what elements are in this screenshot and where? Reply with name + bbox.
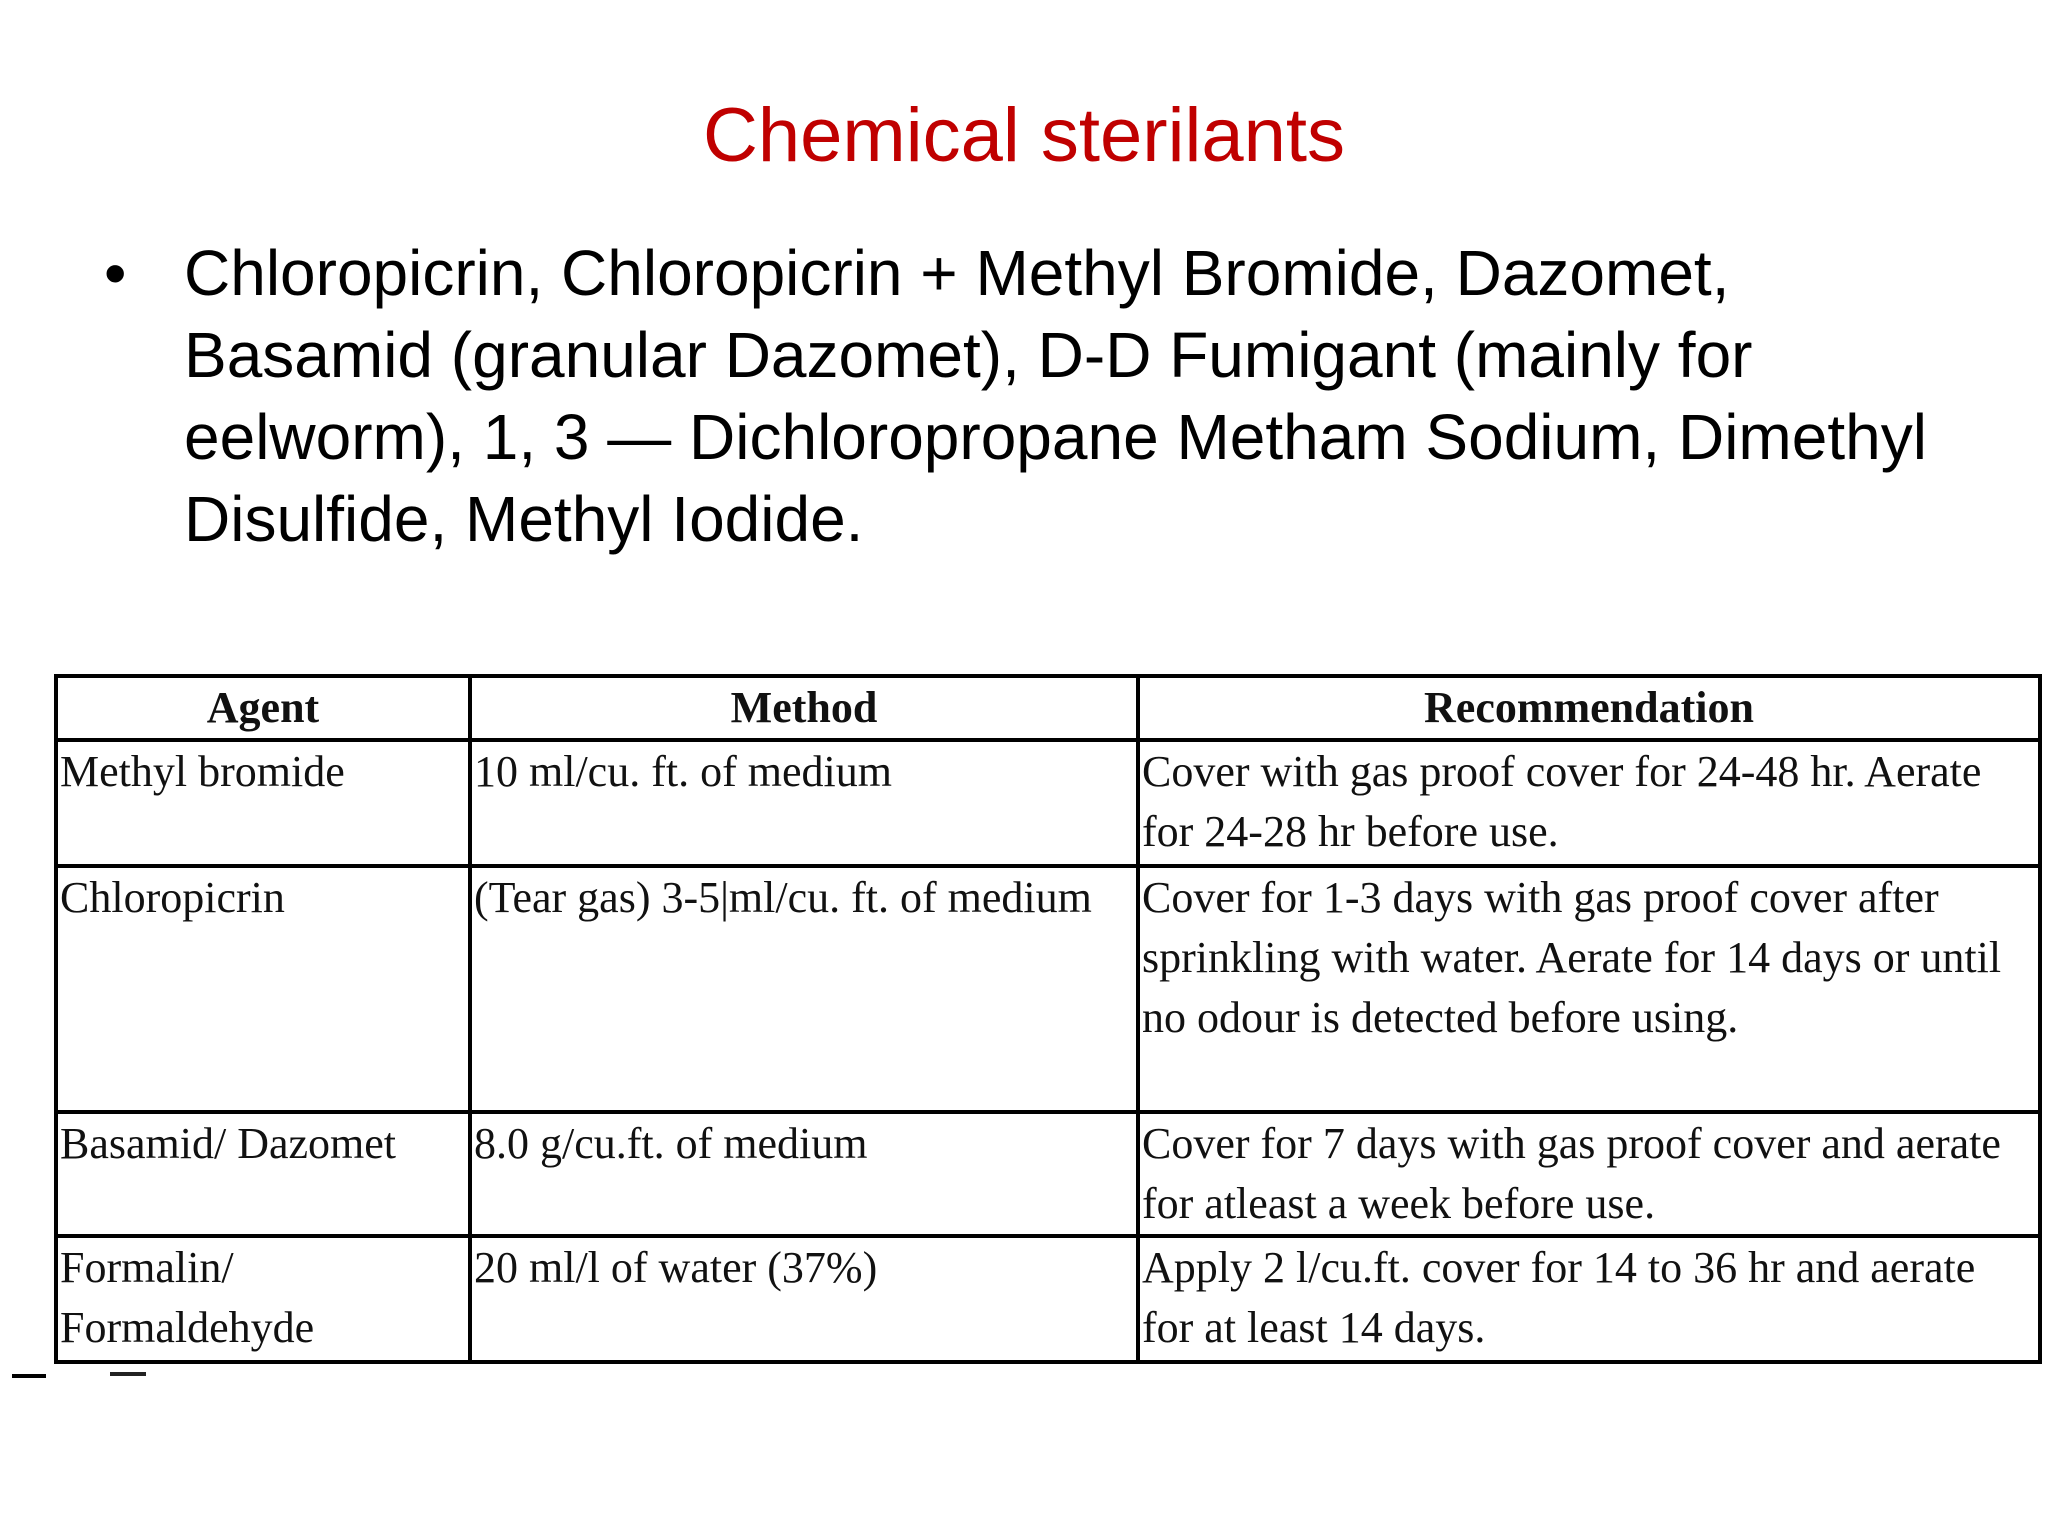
slide-title: Chemical sterilants [703, 93, 1345, 178]
cell-method: 10 ml/cu. ft. of medium [470, 740, 1138, 866]
cell-recommendation: Cover for 1-3 days with gas proof cover after sprinkling with water. Aerate for 14 days or until no odour is detected before using. [1138, 866, 2040, 1112]
header-recommendation: Recommendation [1138, 676, 2040, 740]
stray-scan-mark [12, 1374, 46, 1378]
cell-agent: Formalin/ Formaldehyde [56, 1236, 470, 1362]
cell-method: 8.0 g/cu.ft. of medium [470, 1112, 1138, 1236]
table-row [56, 1236, 2040, 1362]
sterilant-table-wrapper [54, 674, 2038, 1364]
cell-method: (Tear gas) 3-5|ml/cu. ft. of medium [470, 866, 1138, 1112]
table-row [56, 866, 2040, 1112]
bullet-list [104, 232, 1984, 560]
sterilant-table [54, 674, 2042, 1364]
cell-agent: Methyl bromide [56, 740, 470, 866]
header-agent: Agent [56, 676, 470, 740]
stray-scan-mark [110, 1372, 146, 1376]
cell-recommendation: Cover for 7 days with gas proof cover and aerate for atleast a week before use. [1138, 1112, 2040, 1236]
cell-agent: Basamid/ Dazomet [56, 1112, 470, 1236]
bullet-marker: • [104, 237, 127, 309]
table-row [56, 1112, 2040, 1236]
table-header-row [56, 676, 2040, 740]
cell-agent: Chloropicrin [56, 866, 470, 1112]
bullet-text: Chloropicrin, Chloropicrin + Methyl Bromide, Dazomet, Basamid (granular Dazomet), D-D Fumigant (mainly for eelworm), 1, 3 — Dichloropropane Metham Sodium, Dimethyl Disulfide, Methyl Iodide. [184, 237, 1927, 555]
header-method: Method [470, 676, 1138, 740]
cell-recommendation: Cover with gas proof cover for 24-48 hr. Aerate for 24-28 hr before use. [1138, 740, 2040, 866]
cell-recommendation: Apply 2 l/cu.ft. cover for 14 to 36 hr and aerate for at least 14 days. [1138, 1236, 2040, 1362]
table-row [56, 740, 2040, 866]
cell-method: 20 ml/l of water (37%) [470, 1236, 1138, 1362]
